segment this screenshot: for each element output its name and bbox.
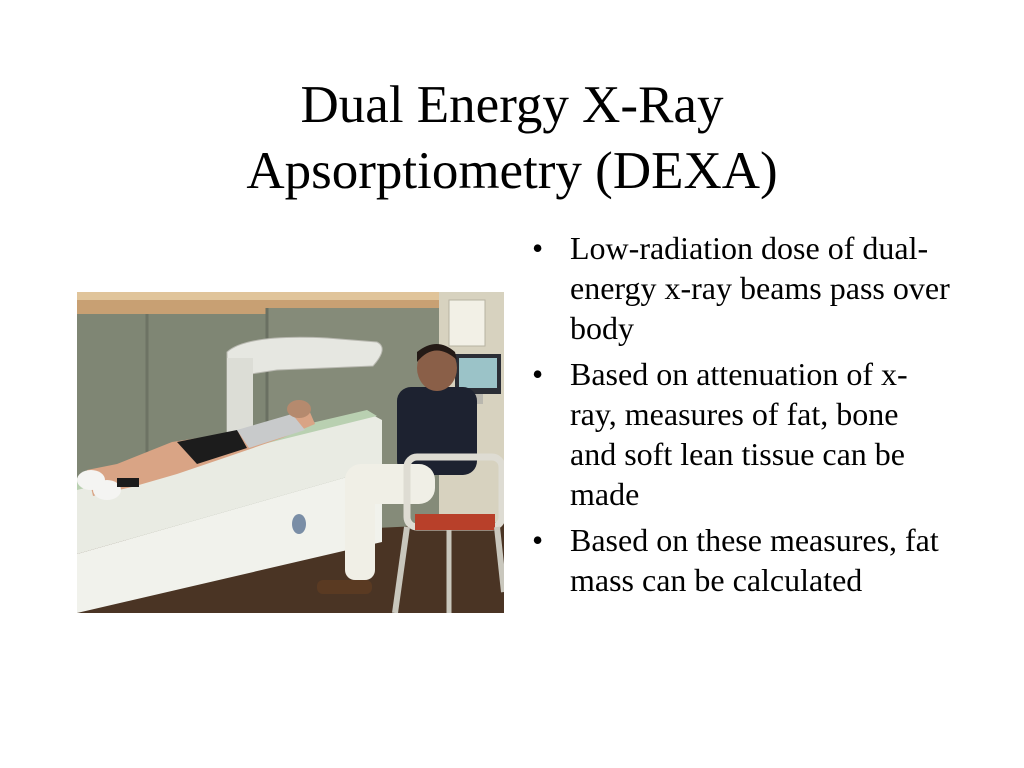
dexa-scanner-photo <box>77 292 504 613</box>
bullet-dot: • <box>532 522 544 558</box>
bullet-item <box>530 354 950 514</box>
bullet-item <box>530 228 950 348</box>
photo-illustration <box>77 292 504 613</box>
bullet-text: Based on these measures, fat mass can be calculated <box>570 522 939 598</box>
bullet-list <box>530 228 950 606</box>
bullet-text: Low-radiation dose of dual-energy x-ray beams pass over body <box>570 230 950 346</box>
bullet-item <box>530 520 950 600</box>
bullet-dot: • <box>532 230 544 266</box>
bullet-text: Based on attenuation of x-ray, measures of fat, bone and soft lean tissue can be made <box>570 356 908 512</box>
bullet-dot: • <box>532 356 544 392</box>
slide-title <box>0 72 1024 204</box>
title-line-1: Dual Energy X-Ray <box>300 76 724 134</box>
title-line-2: Apsorptiometry (DEXA) <box>246 142 778 200</box>
